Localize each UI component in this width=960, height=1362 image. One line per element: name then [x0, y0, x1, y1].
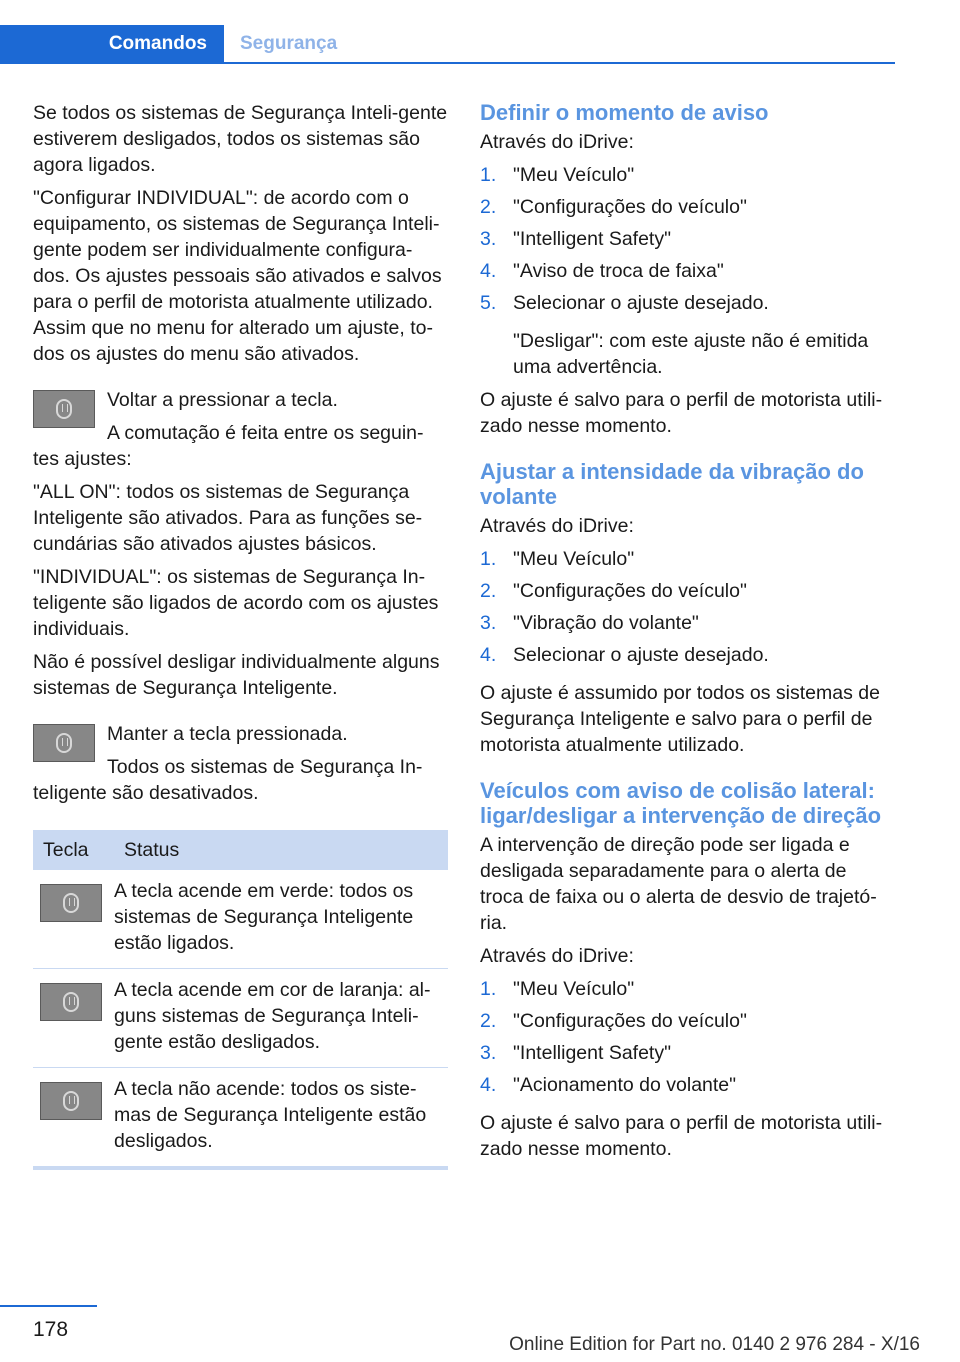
paragraph: "Configurar INDIVIDUAL": de acordo com o equipamento, os sistemas de Segurança Inteli-gente podem ser individualmente configura-dos. Os ajustes pessoais são ativados e salvos para o perfil de motorista atualmente utilizado. Assim que no menu for alterado um ajuste, to-dos os ajustes do menu são ativados. [33, 187, 442, 365]
list-item: 5. Selecionar o ajuste desejado. [480, 292, 769, 314]
paragraph: A comutação é feita entre os seguin-tes ajustes: [33, 422, 424, 470]
right-column [480, 100, 895, 1169]
list-item: 1. "Meu Veículo" [480, 164, 635, 186]
safety-button-icon [33, 390, 95, 428]
status-cell: A tecla não acende: todos os siste-mas de Segurança Inteligente estão desligados. [114, 1068, 448, 1169]
safety-button-off-icon [40, 1082, 102, 1120]
section-heading: Veículos com aviso de colisão lateral: ligar/desligar a intervenção de direção [480, 778, 882, 828]
tab-comandos[interactable]: Comandos [0, 25, 224, 62]
paragraph: O ajuste é salvo para o perfil de motorista utili-zado nesse momento. [480, 389, 883, 437]
steps-list-2 [480, 546, 895, 674]
key-instruction-1 [33, 387, 448, 472]
paragraph: Através do iDrive: [480, 131, 634, 153]
paragraph: "Desligar": com este ajuste não é emitida uma advertência. [513, 330, 869, 378]
key-instruction-2 [33, 721, 448, 806]
left-column [33, 100, 448, 1170]
steps-list-3 [480, 976, 895, 1104]
paragraph: Se todos os sistemas de Segurança Inteli-gente estiverem desligados, todos os sistemas são agora ligados. [33, 102, 448, 176]
list-item: 2. "Configurações do veículo" [480, 196, 747, 218]
paragraph: A intervenção de direção pode ser ligada e desligada separadamente para o alerta de troca de faixa ou o alerta de desvio de trajetó-ria. [480, 834, 877, 934]
paragraph: Não é possível desligar individualmente alguns sistemas de Segurança Inteligente. [33, 651, 440, 699]
paragraph: O ajuste é assumido por todos os sistemas de Segurança Inteligente e salvo para o perfil de motorista atualmente utilizado. [480, 682, 880, 756]
safety-button-green-icon [40, 884, 102, 922]
table-row [33, 969, 448, 1068]
list-item: 4. Selecionar o ajuste desejado. [480, 644, 769, 666]
list-item: 3. "Intelligent Safety" [480, 1042, 672, 1064]
list-item: 1. "Meu Veículo" [480, 978, 635, 1000]
chapter-header [0, 25, 895, 64]
safety-button-icon [33, 724, 95, 762]
list-item: 3. "Vibração do volante" [480, 612, 699, 634]
table-row [33, 870, 448, 969]
paragraph: Através do iDrive: [480, 945, 634, 967]
page-number-rule [0, 1305, 97, 1307]
table-row [33, 1068, 448, 1169]
paragraph: Através do iDrive: [480, 515, 634, 537]
list-item: 4. "Aviso de troca de faixa" [480, 260, 724, 282]
list-item: 2. "Configurações do veículo" [480, 580, 747, 602]
list-item: 3. "Intelligent Safety" [480, 228, 672, 250]
tab-seguranca[interactable]: Segurança [240, 33, 338, 54]
paragraph: Voltar a pressionar a tecla. [107, 389, 338, 411]
paragraph: Todos os sistemas de Segurança In-teligente são desativados. [33, 756, 423, 804]
paragraph: "INDIVIDUAL": os sistemas de Segurança In-teligente são ligados de acordo com os ajustes individuais. [33, 566, 439, 640]
table-header-status: Status [114, 830, 448, 870]
safety-button-orange-icon [40, 983, 102, 1021]
paragraph: O ajuste é salvo para o perfil de motorista utili-zado nesse momento. [480, 1112, 883, 1160]
paragraph: "ALL ON": todos os sistemas de Segurança Inteligente são ativados. Para as funções se-cundárias são ativados ajustes básicos. [33, 481, 423, 555]
status-table [33, 830, 448, 1170]
list-item: 2. "Configurações do veículo" [480, 1010, 747, 1032]
page-number: 178 [33, 1318, 69, 1341]
section-heading: Definir o momento de aviso [480, 100, 769, 125]
paragraph: Manter a tecla pressionada. [107, 723, 348, 745]
table-header-tecla: Tecla [33, 830, 114, 870]
list-item: 1. "Meu Veículo" [480, 548, 635, 570]
status-cell: A tecla acende em verde: todos os sistemas de Segurança Inteligente estão ligados. [114, 870, 448, 969]
list-item: 4. "Acionamento do volante" [480, 1074, 737, 1096]
status-cell: A tecla acende em cor de laranja: al-guns sistemas de Segurança Inteli-gente estão desligados. [114, 969, 448, 1068]
steps-list-1 [480, 162, 895, 322]
edition-footer: Online Edition for Part no. 0140 2 976 284 - X/16 [509, 1334, 920, 1355]
section-heading: Ajustar a intensidade da vibração do volante [480, 459, 864, 509]
